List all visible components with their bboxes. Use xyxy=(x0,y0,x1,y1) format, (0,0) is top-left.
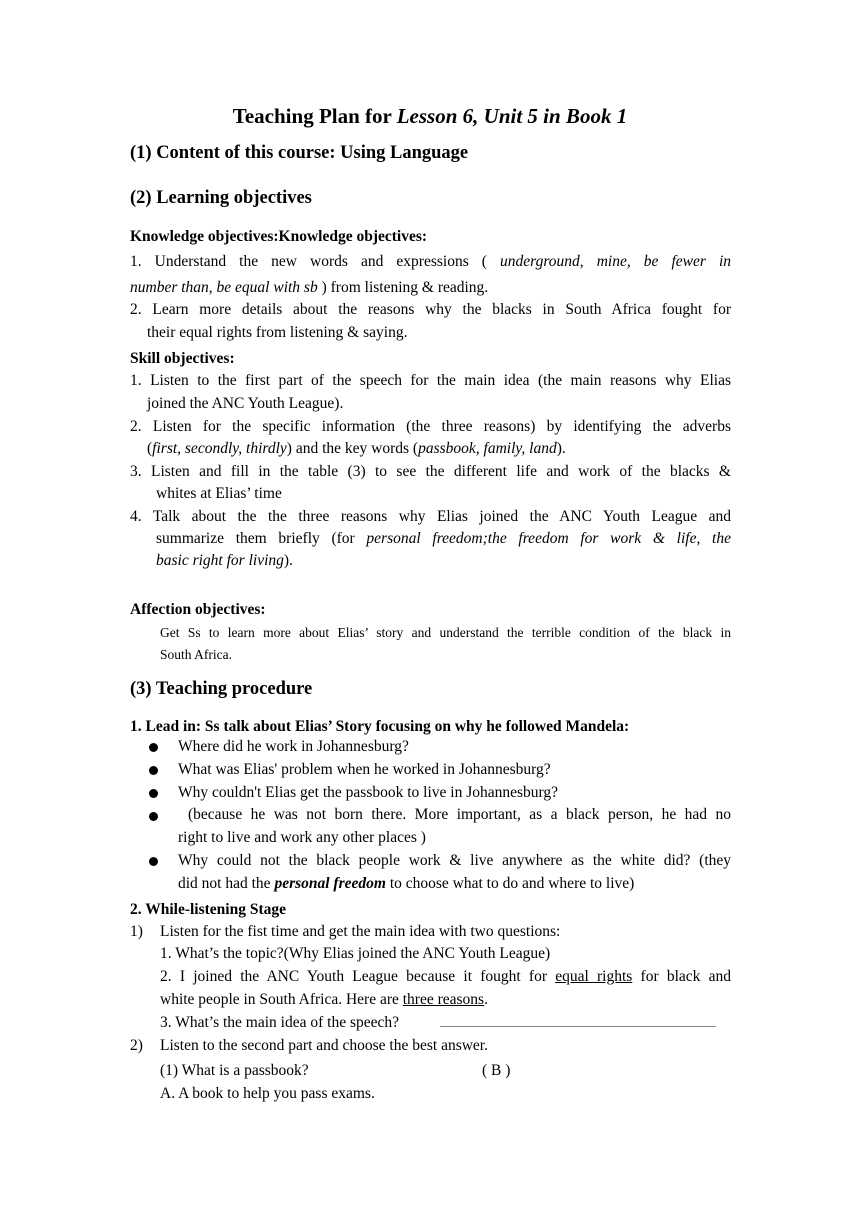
knowledge-item-2-line-1: 2. Learn more details about the reasons why the blacks in South Africa fought for xyxy=(130,301,731,318)
lead-in-question-2: What was Elias' problem when he worked in Johannesburg? xyxy=(178,761,551,778)
skill-objectives-heading: Skill objectives: xyxy=(130,350,235,367)
lead-in-question-1: Where did he work in Johannesburg? xyxy=(178,738,409,755)
section-content-heading: (1) Content of this course: Using Language xyxy=(130,143,469,163)
step-2-number: 2) xyxy=(130,1037,143,1054)
section-objectives-heading: (2) Learning objectives xyxy=(130,188,312,208)
affection-line-1: Get Ss to learn more about Elias’ story and understand the terrible condition of the black in xyxy=(160,625,731,640)
step-1-question-2-line-1: 2. I joined the ANC Youth League because it fought for equal rights for black and xyxy=(160,968,732,985)
section-procedure-heading: (3) Teaching procedure xyxy=(130,679,313,699)
knowledge-objectives-heading: Knowledge objectives:Knowledge objectives: xyxy=(130,228,428,245)
while-listening-heading: 2. While-listening Stage xyxy=(130,901,287,918)
bullet-icon xyxy=(149,743,158,752)
skill-item-2-line-2: (first, secondly, thirdly) and the key words (passbook, family, land). xyxy=(147,440,566,457)
knowledge-item-1-line-2: number than, be equal with sb ) from listening & reading. xyxy=(130,279,489,296)
skill-item-1-line-1: 1. Listen to the first part of the speech for the main idea (the main reasons why Elias xyxy=(130,372,731,389)
lead-in-question-5-line-1: Why could not the black people work & live anywhere as the white did? (they xyxy=(178,852,731,869)
page-title: Teaching Plan for Lesson 6, Unit 5 in Book 1 xyxy=(232,104,628,128)
skill-item-4-line-2: summarize them briefly (for personal freedom;the freedom for work & life, the xyxy=(156,530,731,547)
skill-item-4-line-1: 4. Talk about the the three reasons why Elias joined the ANC Youth League and xyxy=(130,508,731,525)
skill-item-3-line-1: 3. Listen and fill in the table (3) to see the different life and work of the blacks & xyxy=(130,463,731,480)
lead-in-question-3: Why couldn't Elias get the passbook to live in Johannesburg? xyxy=(178,784,559,801)
skill-item-2-line-1: 2. Listen for the specific information (the three reasons) by identifying the adverbs xyxy=(130,418,731,435)
lead-in-answer-line-1: (because he was not born there. More important, as a black person, he had no xyxy=(188,806,731,823)
lead-in-question-5-line-2: did not had the personal freedom to choose what to do and where to live) xyxy=(178,875,635,892)
bullet-icon xyxy=(149,789,158,798)
step-1-question-1: 1. What’s the topic?(Why Elias joined the ANC Youth League) xyxy=(160,945,551,962)
knowledge-item-1-line-1: 1. Understand the new words and expressions ( underground, mine, be fewer in xyxy=(130,253,732,270)
step-1-question-2-line-2: white people in South Africa. Here are three reasons. xyxy=(160,991,488,1008)
question-passbook: (1) What is a passbook? xyxy=(160,1062,309,1079)
bullet-icon xyxy=(149,766,158,775)
skill-item-3-line-2: whites at Elias’ time xyxy=(156,485,282,502)
bullet-icon xyxy=(149,812,158,821)
affection-line-2: South Africa. xyxy=(160,647,232,662)
answer-blank[interactable] xyxy=(440,1026,716,1027)
lead-in-heading: 1. Lead in: Ss talk about Elias’ Story focusing on why he followed Mandela: xyxy=(130,718,630,735)
lead-in-answer-line-2: right to live and work any other places ) xyxy=(178,829,426,846)
affection-objectives-heading: Affection objectives: xyxy=(130,601,266,618)
bullet-icon xyxy=(149,857,158,866)
skill-item-4-line-3: basic right for living). xyxy=(156,552,293,569)
option-a: A. A book to help you pass exams. xyxy=(160,1085,375,1102)
step-1-question-3: 3. What’s the main idea of the speech? xyxy=(160,1014,400,1031)
skill-item-1-line-2: joined the ANC Youth League). xyxy=(147,395,344,412)
step-1-text: Listen for the fist time and get the main idea with two questions: xyxy=(160,923,561,940)
step-2-text: Listen to the second part and choose the best answer. xyxy=(160,1037,488,1054)
question-passbook-answer: ( B ) xyxy=(482,1062,511,1079)
knowledge-item-2-line-2: their equal rights from listening & saying. xyxy=(147,324,408,341)
step-1-number: 1) xyxy=(130,923,143,940)
